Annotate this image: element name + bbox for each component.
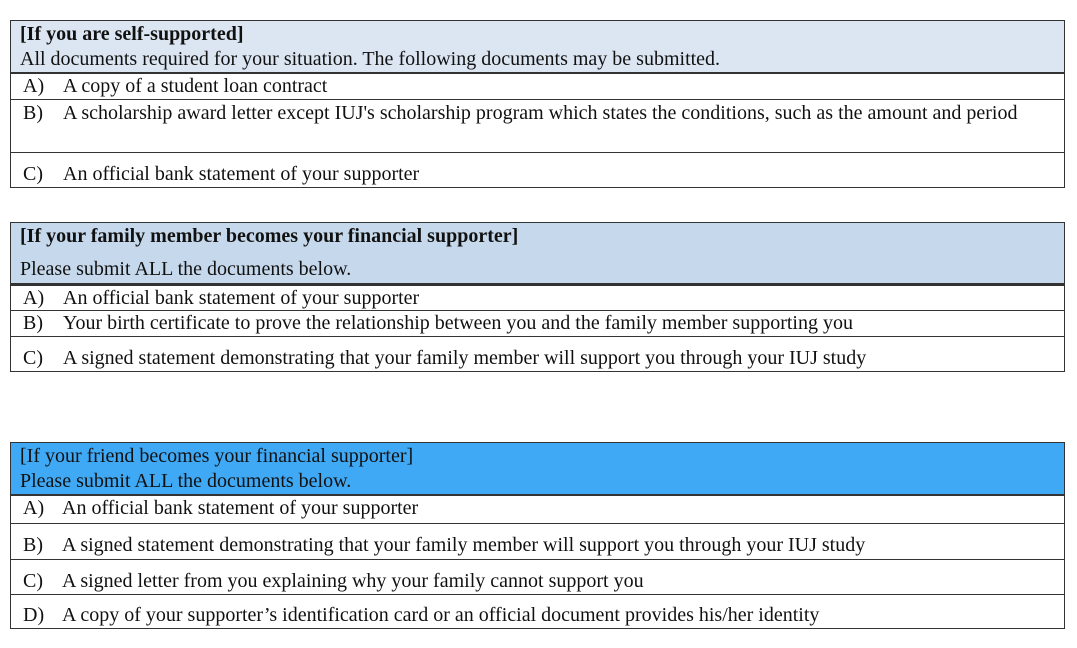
section-header (11, 21, 1064, 73)
section-subtitle: Please submit ALL the documents below. (20, 258, 352, 280)
list-item (11, 336, 1064, 371)
section-title: [If your friend becomes your financial supporter] (20, 445, 414, 467)
item-letter: B) (23, 534, 43, 556)
list-item (11, 284, 1064, 310)
section-subtitle: All documents required for your situation. The following documents may be submitted. (20, 48, 721, 70)
section-header (11, 443, 1064, 495)
list-item (11, 152, 1064, 187)
item-text: A signed letter from you explaining why your family cannot support you (62, 570, 644, 592)
item-text: A copy of a student loan contract (63, 75, 328, 97)
item-text: A signed statement demonstrating that your family member will support you through your IUJ study (62, 534, 866, 556)
item-letter: C) (23, 570, 43, 592)
item-letter: B) (23, 102, 43, 124)
item-letter: C) (23, 163, 43, 185)
section-title: [If you are self-supported] (20, 23, 244, 45)
section-friend-supporter (10, 442, 1065, 629)
item-text: A copy of your supporter’s identification card or an official document provides his/her identity (62, 604, 820, 626)
item-letter: B) (23, 312, 43, 334)
item-letter: A) (23, 497, 45, 519)
item-letter: C) (23, 347, 43, 369)
item-text: A scholarship award letter except IUJ's scholarship program which states the conditions, such as the amount and period (63, 102, 1018, 124)
section-subtitle: Please submit ALL the documents below. (20, 470, 352, 492)
item-letter: D) (23, 604, 45, 626)
item-letter: A) (23, 75, 45, 97)
list-item (11, 559, 1064, 594)
item-text: An official bank statement of your supporter (62, 497, 419, 519)
list-item (11, 594, 1064, 628)
item-text: An official bank statement of your supporter (63, 287, 420, 309)
item-letter: A) (23, 287, 45, 309)
section-header (11, 223, 1064, 284)
item-text: Your birth certificate to prove the relationship between you and the family member supporting you (63, 312, 853, 334)
item-text: An official bank statement of your supporter (63, 163, 420, 185)
item-text: A signed statement demonstrating that your family member will support you through your IUJ study (63, 347, 867, 369)
list-item (11, 523, 1064, 559)
list-item (11, 495, 1064, 523)
section-family-supporter (10, 222, 1065, 372)
list-item (11, 310, 1064, 336)
section-self-supported (10, 20, 1065, 188)
list-item (11, 99, 1064, 152)
section-title: [If your family member becomes your financial supporter] (20, 225, 519, 247)
list-item (11, 73, 1064, 99)
